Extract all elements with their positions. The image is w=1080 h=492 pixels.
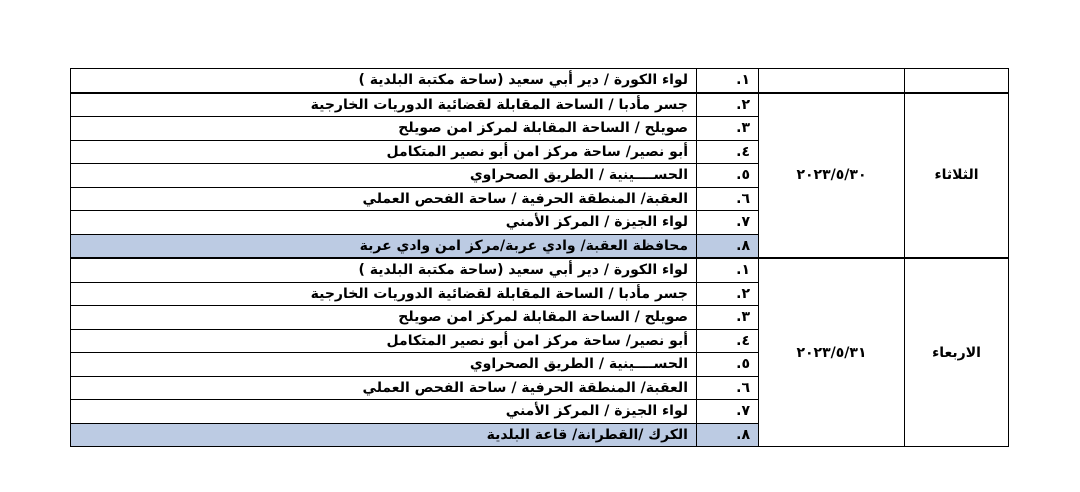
row-number-cell: ٨. — [697, 234, 759, 258]
location-cell: صويلح / الساحة المقابلة لمركز امن صويلح — [71, 117, 697, 141]
location-cell: لواء الجيزة / المركز الأمني — [71, 400, 697, 424]
row-number-cell: ٣. — [697, 117, 759, 141]
empty-day-cell — [905, 69, 1009, 93]
location-cell: أبو نصير/ ساحة مركز امن أبو نصير المتكامل — [71, 140, 697, 164]
location-cell: لواء الجيزة / المركز الأمني — [71, 211, 697, 235]
date-cell: ٢٠٢٣/٥/٣٠ — [759, 93, 905, 259]
location-cell: الحســــينية / الطريق الصحراوي — [71, 164, 697, 188]
row-number-cell: ١. — [697, 258, 759, 282]
schedule-table — [70, 68, 1009, 447]
location-cell: العقبة/ المنطقة الحرفية / ساحة الفحص العملي — [71, 187, 697, 211]
row-number-cell: ٧. — [697, 400, 759, 424]
empty-date-cell — [759, 69, 905, 93]
location-cell: جسر مأدبا / الساحة المقابلة لقضائية الدوريات الخارجية — [71, 93, 697, 117]
row-number-cell: ٤. — [697, 140, 759, 164]
row-number-cell: ٥. — [697, 353, 759, 377]
table-row — [71, 93, 1009, 117]
row-number-cell: ١. — [697, 69, 759, 93]
table-row — [71, 258, 1009, 282]
row-number-cell: ٢. — [697, 93, 759, 117]
date-cell: ٢٠٢٣/٥/٣١ — [759, 258, 905, 447]
location-cell: لواء الكورة / دير أبي سعيد (ساحة مكتبة البلدية ) — [71, 258, 697, 282]
day-cell: الاربعاء — [905, 258, 1009, 447]
location-cell: جسر مأدبا / الساحة المقابلة لقضائية الدوريات الخارجية — [71, 282, 697, 306]
row-number-cell: ٢. — [697, 282, 759, 306]
location-cell: صويلح / الساحة المقابلة لمركز امن صويلح — [71, 306, 697, 330]
location-cell: الحســــينية / الطريق الصحراوي — [71, 353, 697, 377]
row-number-cell: ٣. — [697, 306, 759, 330]
row-number-cell: ٦. — [697, 187, 759, 211]
row-number-cell: ٨. — [697, 423, 759, 447]
location-cell: أبو نصير/ ساحة مركز امن أبو نصير المتكامل — [71, 329, 697, 353]
table-row — [71, 69, 1009, 93]
location-cell: العقبة/ المنطقة الحرفية / ساحة الفحص العملي — [71, 376, 697, 400]
location-cell: لواء الكورة / دير أبي سعيد (ساحة مكتبة البلدية ) — [71, 69, 697, 93]
location-cell: محافظة العقبة/ وادي عربة/مركز امن وادي عربة — [71, 234, 697, 258]
schedule-sheet — [70, 68, 1008, 447]
row-number-cell: ٦. — [697, 376, 759, 400]
row-number-cell: ٤. — [697, 329, 759, 353]
row-number-cell: ٧. — [697, 211, 759, 235]
row-number-cell: ٥. — [697, 164, 759, 188]
day-cell: الثلاثاء — [905, 93, 1009, 259]
location-cell: الكرك /القطرانة/ قاعة البلدية — [71, 423, 697, 447]
